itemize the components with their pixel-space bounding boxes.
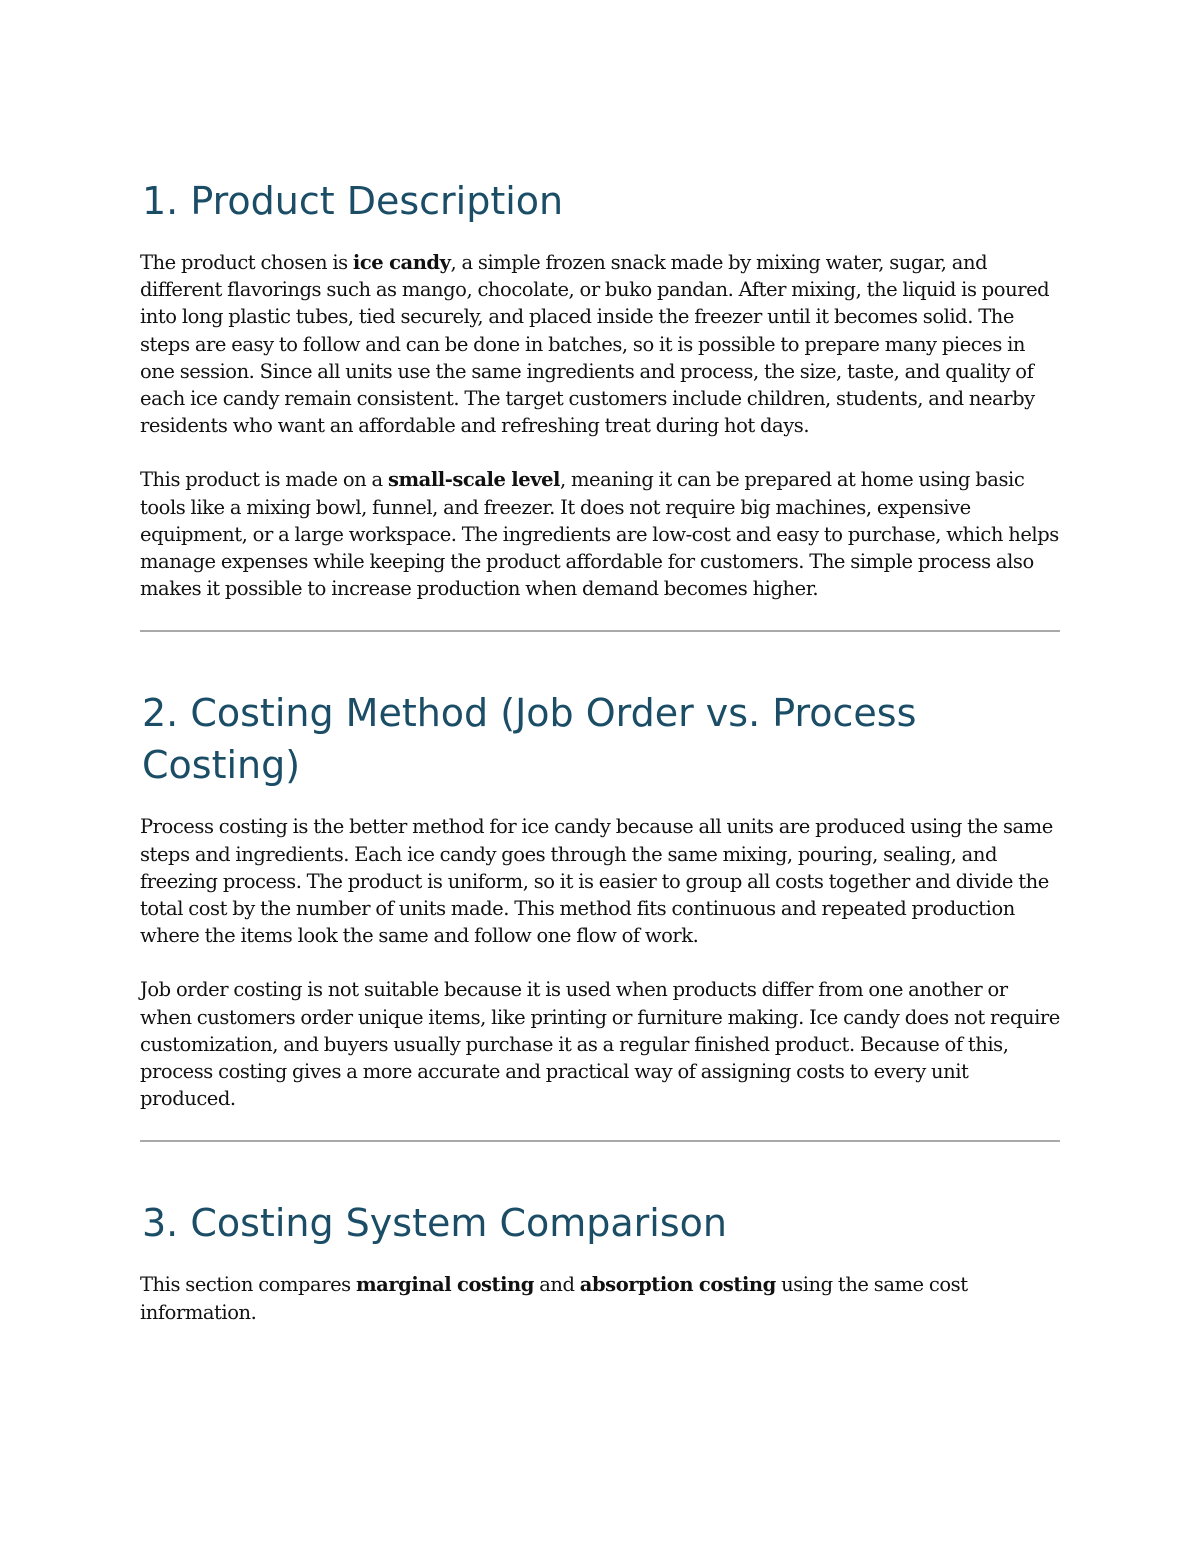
paragraph: This section compares marginal costing and absorption costing using the same cost information.: [140, 1273, 968, 1324]
section-heading-costing-method: 2. Costing Method (Job Order vs. Process Costing): [142, 691, 917, 788]
paragraph: The product chosen is ice candy, a simple frozen snack made by mixing water, sugar, and different flavorings such as mango, chocolate, or buko pandan. After mixing, the liquid is poured into long plastic tubes, tied securely, and placed inside the freezer until it becomes solid. The steps are easy to follow and can be done in batches, so it is possible to prepare many pieces in one session. Since all units use the same ingredients and process, the size, taste, and quality of each ice candy remain consistent. The target customers include children, students, and nearby residents who want an affordable and refreshing treat during hot days.: [140, 251, 1050, 438]
section-heading-product-description: 1. Product Description: [142, 179, 564, 223]
bold-term: marginal costing: [355, 1273, 534, 1297]
bold-term: ice candy: [352, 251, 451, 274]
document-content: [140, 170, 1060, 1353]
paragraph: Process costing is the better method for ice candy because all units are produced using the same steps and ingredients. Each ice candy goes through the same mixing, pouring, sealing, and freezing process. The product is uniform, so it is easier to group all costs together and divide the total cost by the number of units made. This method fits continuous and repeated production where the items look the same and follow one flow of work.: [140, 815, 1053, 948]
paragraph: Job order costing is not suitable because it is used when products differ from one another or when customers order unique items, like printing or furniture making. Ice candy does not require customization, and buyers usually purchase it as a regular finished product. Because of this, process costing gives a more accurate and practical way of assigning costs to every unit produced.: [140, 978, 1060, 1111]
section-heading-costing-system-comparison: 3. Costing System Comparison: [142, 1201, 727, 1246]
section-divider: [140, 630, 1060, 632]
bold-term: absorption costing: [579, 1273, 776, 1297]
section-divider: [140, 1140, 1060, 1142]
paragraph: This product is made on a small-scale level, meaning it can be prepared at home using basic tools like a mixing bowl, funnel, and freezer. It does not require big machines, expensive equipment, or a large workspace. The ingredients are low-cost and easy to purchase, which helps manage expenses while keeping the product affordable for customers. The simple process also makes it possible to increase production when demand becomes higher.: [140, 468, 1059, 601]
bold-term: small-scale level: [387, 468, 561, 492]
